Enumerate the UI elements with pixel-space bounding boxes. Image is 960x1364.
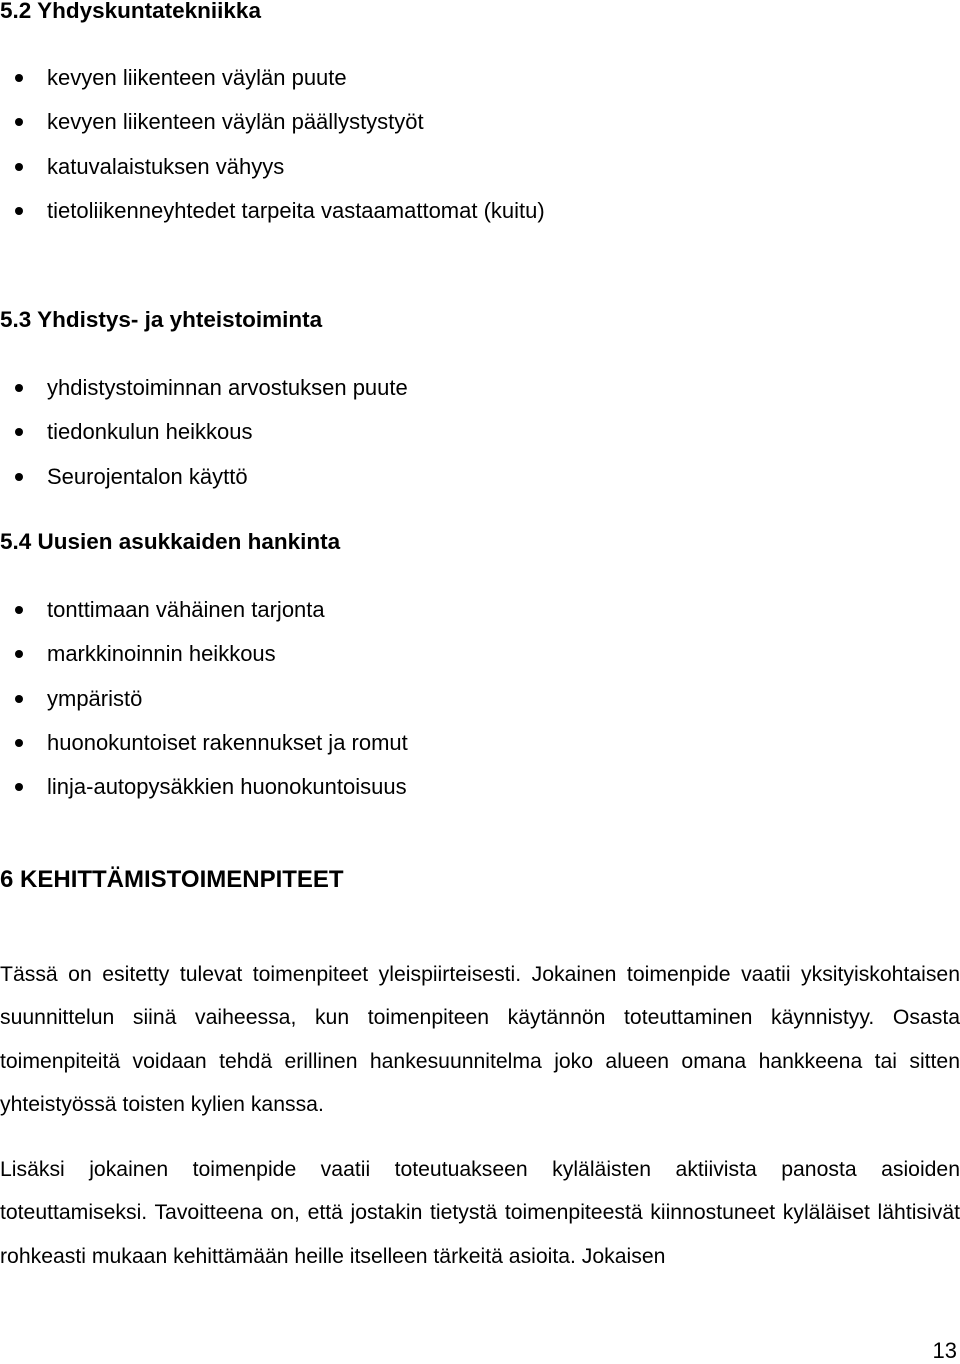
bullet-icon: [15, 163, 23, 171]
list-item-text: tietoliikenneyhtedet tarpeita vastaamattomat (kuitu): [47, 197, 545, 223]
bullet-icon: [15, 118, 23, 126]
section-heading-5-2: 5.2 Yhdyskuntatekniikka: [0, 0, 261, 23]
list-item-text: huonokuntoiset rakennukset ja romut: [47, 729, 408, 755]
section-heading-5-4: 5.4 Uusien asukkaiden hankinta: [0, 529, 341, 554]
bullet-icon: [15, 74, 23, 82]
body-paragraph: Lisäksi jokainen toimenpide vaatii toteutuakseen kyläläisten aktiivista panosta asioiden toteuttamiseksi. Tavoitteena on, että jostakin tietystä toimenpiteestä kiinnostuneet kyläläiset lähtisivät rohkeasti mukaan kehittämään heille itselleen tärkeitä asioita. Jokaisen: [0, 1158, 960, 1268]
page-number: 13: [932, 1338, 957, 1363]
bullet-icon: [15, 428, 23, 436]
list-item-text: tonttimaan vähäinen tarjonta: [47, 597, 325, 622]
list-item-text: linja-autopysäkkien huonokuntoisuus: [47, 774, 407, 800]
bullet-icon: [15, 473, 23, 481]
bullet-icon: [15, 384, 23, 392]
list-item-text: markkinoinnin heikkous: [47, 641, 276, 667]
bullet-icon: [15, 606, 23, 614]
bullet-icon: [15, 783, 23, 791]
list-item-text: ympäristö: [47, 685, 143, 711]
section-heading-5-3: 5.3 Yhdistys- ja yhteistoiminta: [0, 307, 323, 332]
list-item-text: yhdistystoiminnan arvostuksen puute: [47, 375, 408, 400]
list-item-text: Seurojentalon käyttö: [47, 463, 248, 489]
list-item-text: tiedonkulun heikkous: [47, 419, 253, 445]
list-item-text: kevyen liikenteen väylän päällystystyöt: [47, 109, 424, 135]
bullet-icon: [15, 207, 23, 215]
list-item-text: katuvalaistuksen vähyys: [47, 153, 285, 179]
bullet-icon: [15, 739, 23, 747]
list-item-text: kevyen liikenteen väylän puute: [47, 65, 347, 90]
chapter-heading: 6 KEHITTÄMISTOIMENPITEET: [0, 866, 344, 893]
body-paragraph: Tässä on esitetty tulevat toimenpiteet yleispiirteisesti. Jokainen toimenpide vaatii yksityiskohtaisen suunnittelun siinä vaiheessa, kun toimenpiteen käytännön toteuttaminen käynnistyy. Osasta toimenpiteitä voidaan tehdä erillinen hankesuunnitelma joko alueen omana hankkeena tai sitten yhteistyössä toisten kylien kanssa.: [0, 963, 960, 1117]
bullet-icon: [15, 650, 23, 658]
bullet-icon: [15, 695, 23, 703]
